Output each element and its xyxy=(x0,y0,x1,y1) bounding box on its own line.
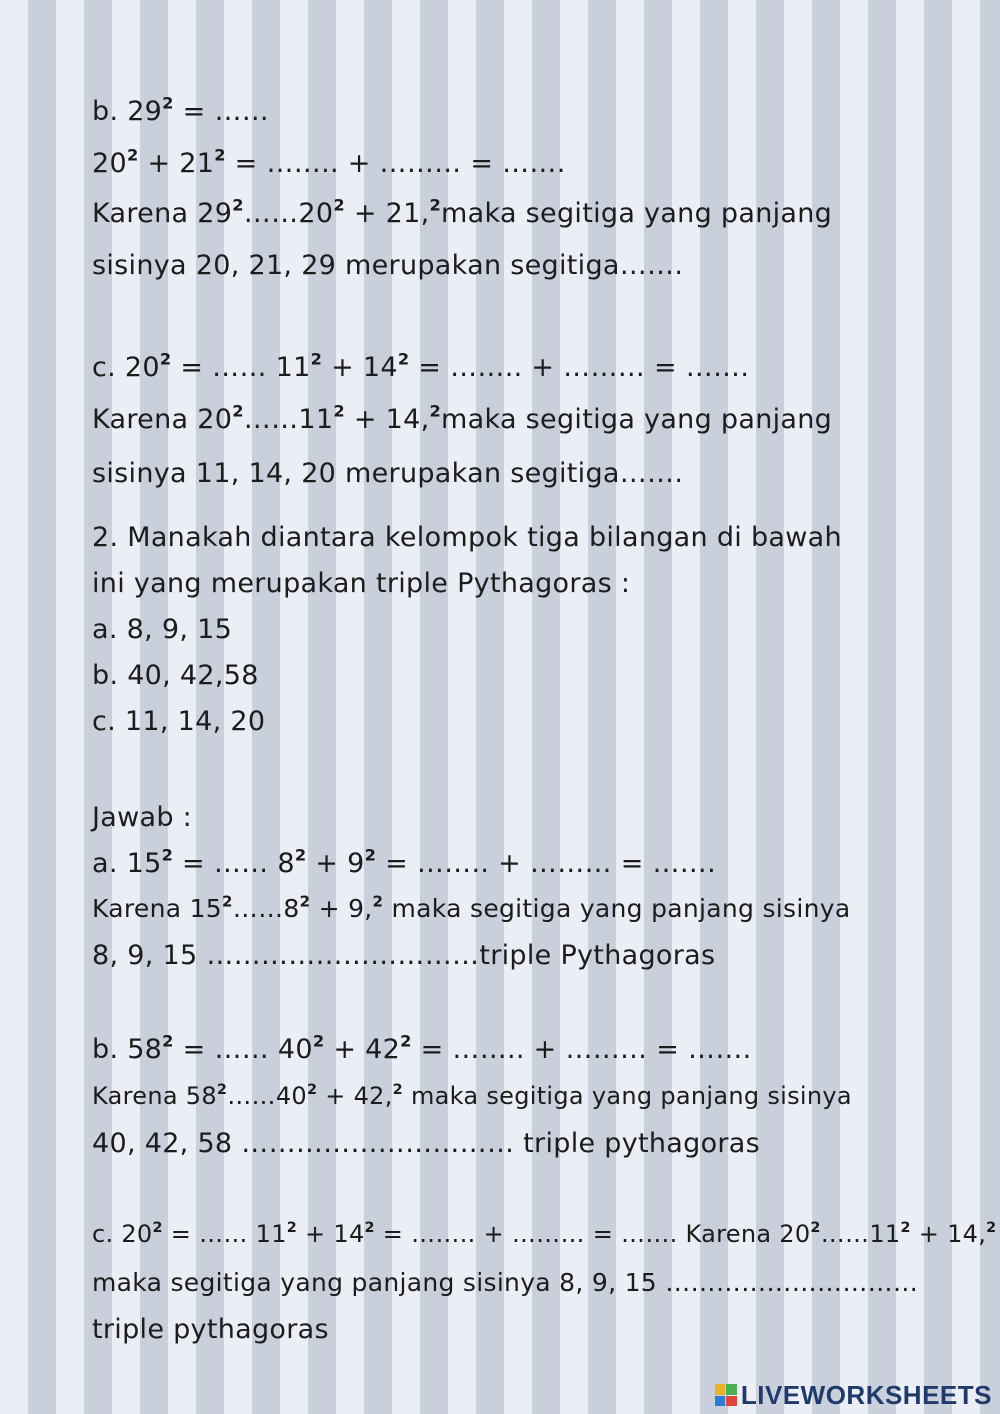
line-karena-58: Karena $58^2\dots\dots 40^2 + 42,^2$ maka segitiga yang panjang sisinya xyxy=(92,1081,852,1110)
liveworksheets-logo-icon xyxy=(715,1384,737,1406)
option-b: b. 40, 42,58 xyxy=(92,660,259,691)
line-40-42-58-triple: 40, 42, 58 ………………………… triple pythagoras xyxy=(92,1128,761,1159)
option-c: c. 11, 14, 20 xyxy=(92,706,266,737)
line-maka-segitiga: maka segitiga yang panjang sisinya 8, 9, 15 ………………………… xyxy=(92,1268,919,1297)
line-a-15-squared: a. $15^2$ = …… $8^2 + 9^2$ = …….. + ……… = ……. xyxy=(92,845,716,879)
liveworksheets-logo-text: LIVEWORKSHEETS xyxy=(740,1379,992,1410)
line-8-9-15-triple: 8, 9, 15 …………………………triple Pythagoras xyxy=(92,940,716,971)
line-sisinya-11-14-20: sisinya 11, 14, 20 merupakan segitiga……. xyxy=(92,458,684,489)
jawab-heading: Jawab : xyxy=(92,802,193,833)
option-a: a. 8, 9, 15 xyxy=(92,614,233,645)
liveworksheets-logo xyxy=(715,1380,992,1410)
line-sisinya-20-21-29: sisinya 20, 21, 29 merupakan segitiga……. xyxy=(92,250,684,281)
line-c-20-karena: c. $20^2$ = …… $11^2 + 14^2$ = …….. + ……… = ……. Karena $20^2\dots\dots 11^2 + 14,^2$ xyxy=(92,1219,997,1248)
line-karena-20: Karena $20^2\dots\dots 11^2$ + 14,$^2$maka segitiga yang panjang xyxy=(92,401,833,435)
line-b-58-squared: b. $58^2$ = …… $40^2 + 42^2$ = …….. + ……… = ……. xyxy=(92,1031,752,1065)
line-29-squared: b. $29^2$ = …… xyxy=(92,93,270,127)
line-karena-15: Karena $15^2\dots\dots 8^2 + 9,^2$ maka segitiga yang panjang sisinya xyxy=(92,892,851,923)
question-2: 2. Manakah diantara kelompok tiga bilangan di bawah xyxy=(92,522,842,553)
line-karena-29: Karena $29^2\dots\dots 20^2$ + 21,$^2$maka segitiga yang panjang xyxy=(92,195,833,229)
line-20-21-squared: $20^2 + 21^2$ = …….. + ……… = ……. xyxy=(92,145,566,179)
question-2-cont: ini yang merupakan triple Pythagoras : xyxy=(92,568,631,599)
line-triple-pythagoras: triple pythagoras xyxy=(92,1314,329,1345)
line-c-20-squared: c. $20^2$ = …… $11^2 + 14^2$ = …….. + ……… = ……. xyxy=(92,349,750,383)
